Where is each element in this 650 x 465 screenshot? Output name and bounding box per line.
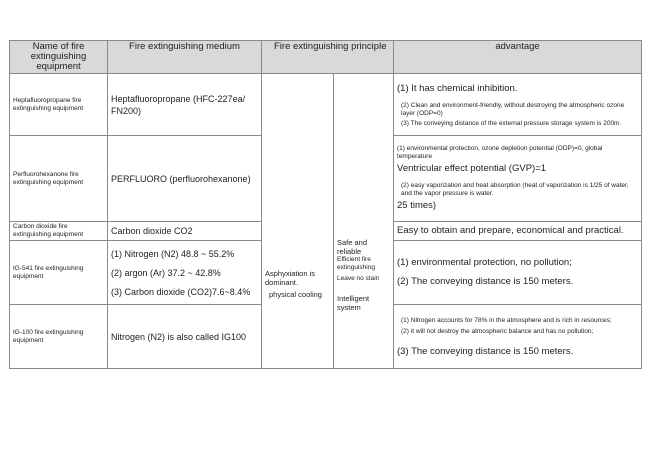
header-medium: Fire extinguishing medium bbox=[108, 41, 262, 74]
advantage-line: (1) Nitrogen accounts for 78% in the atmosphere and is rich in resources; bbox=[401, 317, 612, 324]
medium-cell bbox=[108, 74, 262, 136]
medium-line: (2) argon (Ar) 37.2 ~ 42.8% bbox=[111, 267, 221, 278]
advantage-cell bbox=[394, 74, 642, 136]
advantage-line: (2) it will not destroy the atmospheric balance and has no pollution; bbox=[401, 327, 594, 335]
advantage-line: (1) It has chemical inhibition. bbox=[397, 83, 518, 95]
principle-main: Asphyxiation is dominant. bbox=[265, 268, 316, 287]
advantage-line: (2) Clean and environment-friendly, without destroying the atmospheric ozone layer (ODP=0) bbox=[401, 102, 625, 117]
advantage-cell bbox=[394, 136, 642, 222]
medium-line: FN200) bbox=[111, 105, 142, 116]
features-cell bbox=[334, 74, 394, 369]
equipment-cell: Heptafluoropropane fire extinguishing equipment bbox=[10, 74, 108, 136]
feature-item: Safe and reliable bbox=[337, 237, 368, 256]
medium-cell bbox=[108, 241, 262, 305]
medium-line: Heptafluoropropane (HFC-227ea/ bbox=[111, 93, 246, 104]
advantage-line: (3) The conveying distance is 150 meters. bbox=[397, 346, 574, 357]
header-row bbox=[10, 41, 642, 74]
medium-line: PERFLUORO (perfluorohexanone) bbox=[111, 173, 251, 184]
principle-cell bbox=[262, 74, 334, 369]
medium-line: (1) Nitrogen (N2) 48.8 ~ 55.2% bbox=[111, 248, 235, 259]
header-principle: Fire extinguishing principle bbox=[262, 41, 394, 74]
equipment-cell: Carbon dioxide fire extinguishing equipment bbox=[10, 222, 108, 241]
principle-secondary: physical cooling bbox=[269, 289, 322, 299]
equipment-cell: IG-100 fire extinguishing equipment bbox=[10, 305, 108, 369]
header-equipment: Name of fire extinguishing equipment bbox=[10, 41, 108, 74]
feature-item: Efficient fire extinguishing bbox=[337, 255, 375, 271]
table-row bbox=[10, 74, 642, 136]
advantage-line: Ventricular effect potential (GVP)=1 bbox=[397, 163, 547, 174]
fire-equipment-table bbox=[9, 40, 642, 369]
feature-item: Leave no stain bbox=[337, 274, 380, 282]
advantage-line: (3) The conveying distance of the external pressure storage system is 200m. bbox=[401, 120, 622, 128]
advantage-line: (1) environmental protection, no pollution; bbox=[397, 257, 572, 268]
advantage-cell bbox=[394, 222, 642, 241]
medium-line: Carbon dioxide CO2 bbox=[111, 226, 193, 236]
equipment-cell: Perfluorohexanone fire extinguishing equipment bbox=[10, 136, 108, 222]
advantage-line: Easy to obtain and prepare, economical and practical. bbox=[397, 225, 624, 236]
medium-line: Nitrogen (N2) is also called IG100 bbox=[111, 331, 247, 342]
advantage-line: 25 times) bbox=[397, 200, 437, 211]
medium-cell bbox=[108, 136, 262, 222]
feature-item: Intelligent system bbox=[337, 293, 370, 312]
equipment-cell: IG-541 fire extinguishing equipment bbox=[10, 241, 108, 305]
medium-cell bbox=[108, 222, 262, 241]
header-advantage: advantage bbox=[394, 41, 642, 74]
advantage-cell bbox=[394, 305, 642, 369]
medium-line: (3) Carbon dioxide (CO2)7.6~8.4% bbox=[111, 286, 251, 297]
advantage-cell bbox=[394, 241, 642, 305]
advantage-line: (1) environmental protection, ozone depletion potential (ODP)=0, global temperature bbox=[397, 145, 603, 160]
medium-cell bbox=[108, 305, 262, 369]
advantage-line: (2) The conveying distance is 150 meters. bbox=[397, 276, 574, 287]
advantage-line: (2) easy vaporization and heat absorption (heat of vaporization is 1/25 of water, and the vapor pressure is water. bbox=[401, 182, 629, 197]
